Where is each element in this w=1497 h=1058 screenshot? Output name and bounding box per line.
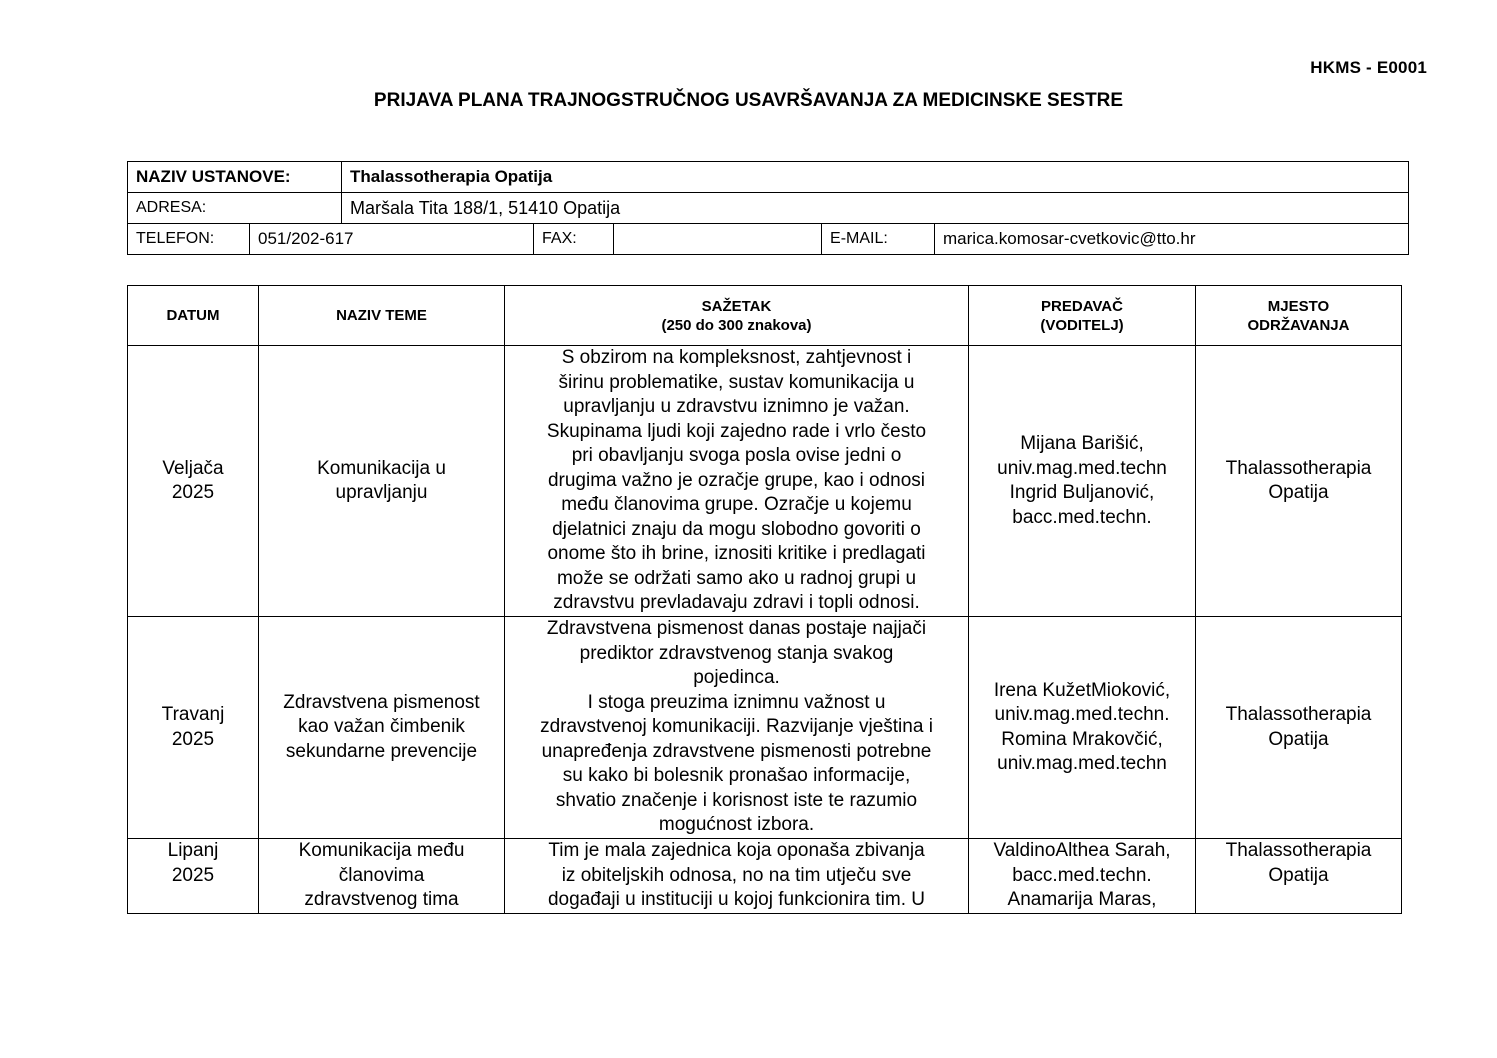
address-label: ADRESA:: [128, 193, 342, 224]
email-value: marica.komosar-cvetkovic@tto.hr: [935, 224, 1409, 255]
lecturer-line: bacc.med.techn.: [1012, 506, 1152, 528]
summary-line: može se održati samo ako u radnoj grupi u: [556, 567, 917, 589]
row-date: [128, 346, 259, 617]
lecturer-line: univ.mag.med.techn.: [994, 704, 1170, 725]
summary-line: pojedinca.: [693, 667, 780, 688]
location-line: Thalassotherapia: [1225, 704, 1372, 725]
header-summary-note: (250 do 300 znakova): [661, 316, 812, 334]
summary-line: su kako bi bolesnik pronašao informacije,: [562, 765, 911, 786]
row-location: [1196, 346, 1402, 617]
topic-line: kao važan čimbenik: [298, 716, 465, 738]
row-summary: [505, 617, 969, 839]
summary-line: pri obavljanju svoga posla ovise jedni o: [571, 445, 902, 466]
row-topic: [259, 617, 505, 839]
summary-line: Zdravstvena pismenost danas postaje najjači: [546, 618, 927, 639]
date-month: Lipanj: [167, 840, 219, 861]
lecturer-line: univ.mag.med.techn: [997, 753, 1167, 774]
topic-line: članovima: [338, 864, 425, 886]
lecturer-line: bacc.med.techn.: [1012, 864, 1152, 886]
date-year: 2025: [171, 864, 215, 886]
header-topic: NAZIV TEME: [259, 286, 505, 346]
header-lecturer-line-2: (VODITELJ): [1040, 316, 1124, 334]
header-location-line-1: MJESTO: [1267, 297, 1330, 315]
location-line: Opatija: [1268, 728, 1329, 750]
topic-line: zdravstvenog tima: [304, 889, 459, 910]
date-year: 2025: [171, 482, 215, 503]
header-location: [1196, 286, 1402, 346]
phone-label: TELEFON:: [128, 224, 250, 255]
header-summary-title: SAŽETAK: [701, 297, 772, 315]
lecturer-line: ValdinoAlthea Sarah,: [993, 840, 1171, 861]
summary-line: iz obiteljskih odnosa, no na tim utječu sve: [561, 864, 912, 886]
summary-line: upravljanju u zdravstvu iznimno je važan.: [563, 396, 910, 417]
date-month: Veljača: [162, 457, 224, 479]
summary-line: zdravstvu prevladavaju zdravi i topli odnosi.: [553, 592, 920, 613]
summary-line: shvatio značenje i korisnost iste te razumio: [555, 789, 918, 811]
summary-line: zdravstvenoj komunikaciji. Razvijanje vještina i: [540, 716, 933, 737]
lecturer-line: Ingrid Buljanović,: [1009, 482, 1155, 503]
row-lecturer: [969, 346, 1196, 617]
plan-header-row: [128, 286, 1402, 346]
lecturer-line: univ.mag.med.techn: [997, 457, 1167, 479]
row-lecturer: [969, 839, 1196, 914]
header-summary: [505, 286, 969, 346]
topic-line: Zdravstvena pismenost: [283, 691, 480, 713]
document-title: PRIJAVA PLANA TRAJNOGSTRUČNOG USAVRŠAVANJA ZA MEDICINSKE SESTRE: [373, 90, 1124, 111]
institution-name-value: Thalassotherapia Opatija: [342, 162, 1409, 193]
row-lecturer: [969, 617, 1196, 839]
plan-row: [128, 617, 1402, 839]
summary-line: I stoga preuzima iznimnu važnost u: [587, 691, 886, 713]
summary-line: S obzirom na kompleksnost, zahtjevnost i: [561, 347, 912, 368]
plan-row: [128, 346, 1402, 617]
topic-line: Komunikacija među: [298, 840, 465, 861]
row-summary: [505, 346, 969, 617]
summary-line: unapređenja zdravstvene pismenosti potrebne: [541, 740, 932, 762]
header-lecturer-line-1: PREDAVAČ: [1041, 297, 1123, 315]
summary-line: među članovima grupe. Ozračje u kojemu: [561, 494, 912, 515]
summary-line: prediktor zdravstvenog stanja svakog: [579, 642, 894, 664]
institution-name-label: NAZIV USTANOVE:: [128, 162, 342, 193]
header-location-line-2: ODRŽAVANJA: [1247, 316, 1350, 334]
location-line: Thalassotherapia: [1225, 840, 1372, 861]
document-code: HKMS - E0001: [1310, 58, 1427, 77]
header-lecturer: [969, 286, 1196, 346]
summary-line: Tim je mala zajednica koja oponaša zbivanja: [548, 840, 925, 861]
header-date: DATUM: [128, 286, 259, 346]
row-summary: [505, 839, 969, 914]
topic-line: Komunikacija u: [317, 457, 446, 479]
fax-value: [614, 224, 822, 255]
summary-line: mogućnost izbora.: [658, 814, 815, 835]
summary-line: događaji u instituciji u kojoj funkcionira tim. U: [547, 889, 925, 910]
summary-line: onome što ih brine, iznositi kritike i predlagati: [547, 543, 926, 564]
row-date: [128, 839, 259, 914]
lecturer-line: Anamarija Maras,: [1007, 889, 1157, 910]
row-topic: [259, 839, 505, 914]
topic-line: sekundarne prevencije: [285, 740, 478, 762]
address-value: Maršala Tita 188/1, 51410 Opatija: [342, 193, 1409, 224]
date-month: Travanj: [161, 704, 225, 725]
topic-line: upravljanju: [335, 482, 428, 503]
fax-label: FAX:: [534, 224, 614, 255]
plan-row: [128, 839, 1402, 914]
row-location: [1196, 617, 1402, 839]
lecturer-line: Mijana Barišić,: [1020, 433, 1144, 454]
row-date: [128, 617, 259, 839]
summary-line: djelatnici znaju da mogu slobodno govoriti o: [552, 518, 921, 540]
row-topic: [259, 346, 505, 617]
location-line: Opatija: [1268, 864, 1329, 886]
institution-info-table: [127, 161, 1409, 255]
email-label: E-MAIL:: [822, 224, 935, 255]
location-line: Opatija: [1268, 482, 1329, 503]
summary-line: drugima važno je ozračje grupe, kao i odnosi: [547, 469, 926, 491]
summary-line: širinu problematike, sustav komunikacija u: [558, 371, 915, 393]
lecturer-line: Romina Mrakovčić,: [1001, 728, 1163, 750]
lecturer-line: Irena KužetMioković,: [993, 679, 1171, 701]
phone-value: 051/202-617: [250, 224, 534, 255]
education-plan-table: [127, 285, 1402, 914]
summary-line: Skupinama ljudi koji zajedno rade i vrlo često: [546, 420, 927, 442]
date-year: 2025: [171, 728, 215, 750]
row-location: [1196, 839, 1402, 914]
location-line: Thalassotherapia: [1225, 457, 1372, 479]
